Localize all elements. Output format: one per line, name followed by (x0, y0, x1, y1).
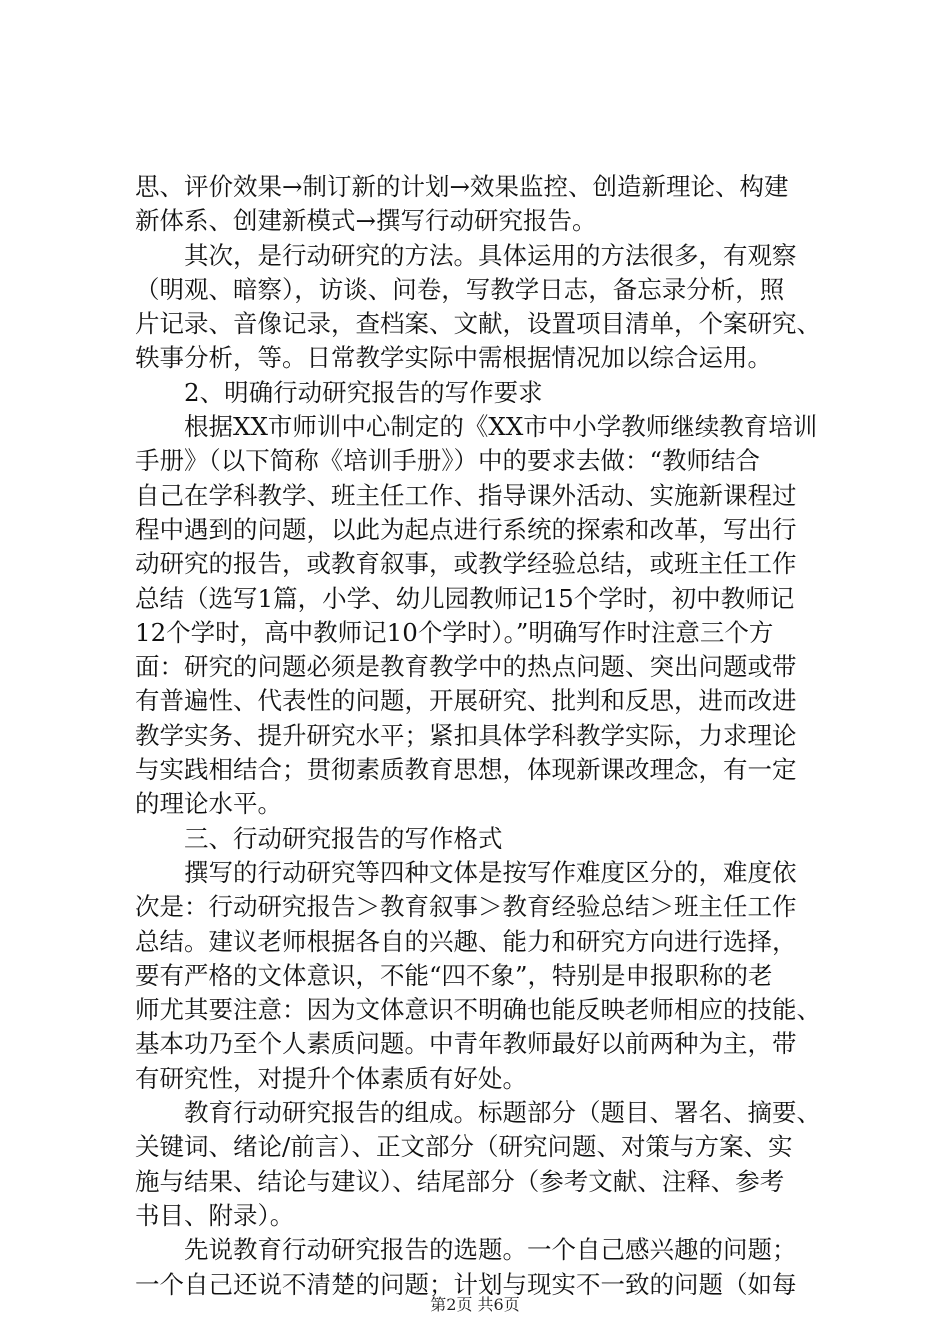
text-line: 12个学时，高中教师记10个学时）。”明确写作时注意三个方 (135, 617, 774, 647)
text-line: 动研究的报告，或教育叙事，或教学经验总结，或班主任工作 (135, 549, 797, 579)
text-line: 根据XX市师训中心制定的《XX市中小学教师继续教育培训 (135, 412, 818, 442)
text-line: 教学实务、提升研究水平；紧扣具体学科教学实际，力求理论 (135, 720, 797, 750)
text-line: 关键词、绪论/前言）、正文部分（研究问题、对策与方案、实 (135, 1132, 793, 1162)
document-body (135, 170, 825, 1302)
text-line: 程中遇到的问题，以此为起点进行系统的探索和改革，写出行 (135, 514, 797, 544)
text-line: 片记录、音像记录，查档案、文献，设置项目清单，个案研究、 (135, 309, 821, 339)
page-number-footer: 第2页 共6页 (430, 1295, 520, 1314)
text-line: 基本功乃至个人素质问题。中青年教师最好以前两种为主，带 (135, 1029, 797, 1059)
text-line: 面：研究的问题必须是教育教学中的热点问题、突出问题或带 (135, 652, 797, 682)
text-line: 总结。建议老师根据各自的兴趣、能力和研究方向进行选择， (135, 926, 797, 956)
text-line: 手册》（以下简称《培训手册》）中的要求去做：“教师结合 (135, 446, 761, 476)
text-line: 要有严格的文体意识，不能“四不象”，特别是申报职称的老 (135, 960, 773, 990)
text-line: 次是：行动研究报告＞教育叙事＞教育经验总结＞班主任工作 (135, 892, 797, 922)
text-line: 师尤其要注意：因为文体意识不明确也能反映老师相应的技能、 (135, 995, 821, 1025)
text-line: 教育行动研究报告的组成。标题部分（题目、署名、摘要、 (135, 1098, 821, 1128)
text-line: 的理论水平。 (135, 789, 282, 819)
section-heading: 2、明确行动研究报告的写作要求 (135, 377, 543, 407)
text-line: 书目、附录）。 (135, 1200, 295, 1230)
text-line: 自己在学科教学、班主任工作、指导课外活动、实施新课程过 (135, 480, 797, 510)
text-line: 新体系、创建新模式→撰写行动研究报告。 (135, 206, 597, 236)
text-line: 与实践相结合；贯彻素质教育思想，体现新课改理念，有一定 (135, 755, 797, 785)
text-line: 有普遍性、代表性的问题，开展研究、批判和反思，进而改进 (135, 686, 797, 716)
text-line: 总结（选写1篇，小学、幼儿园教师记15个学时，初中教师记 (135, 583, 795, 613)
text-line: 施与结果、结论与建议）、结尾部分（参考文献、注释、参考 (135, 1166, 785, 1196)
text-line: 撰写的行动研究等四种文体是按写作难度区分的，难度依 (135, 857, 797, 887)
text-line: 有研究性，对提升个体素质有好处。 (135, 1063, 527, 1093)
text-line: 其次，是行动研究的方法。具体运用的方法很多，有观察 (135, 240, 797, 270)
text-line: （明观、暗察），访谈、问卷，写教学日志，备忘录分析，照 (135, 274, 785, 304)
text-line: 思、评价效果→制订新的计划→效果监控、创造新理论、构建 (135, 172, 789, 201)
text-line: 轶事分析，等。日常教学实际中需根据情况加以综合运用。 (135, 343, 772, 373)
section-heading: 三、行动研究报告的写作格式 (135, 823, 503, 853)
text-line: 先说教育行动研究报告的选题。一个自己感兴趣的问题； (135, 1235, 797, 1265)
text-line: 一个自己还说不清楚的问题；计划与现实不一致的问题（如每 (135, 1269, 797, 1299)
